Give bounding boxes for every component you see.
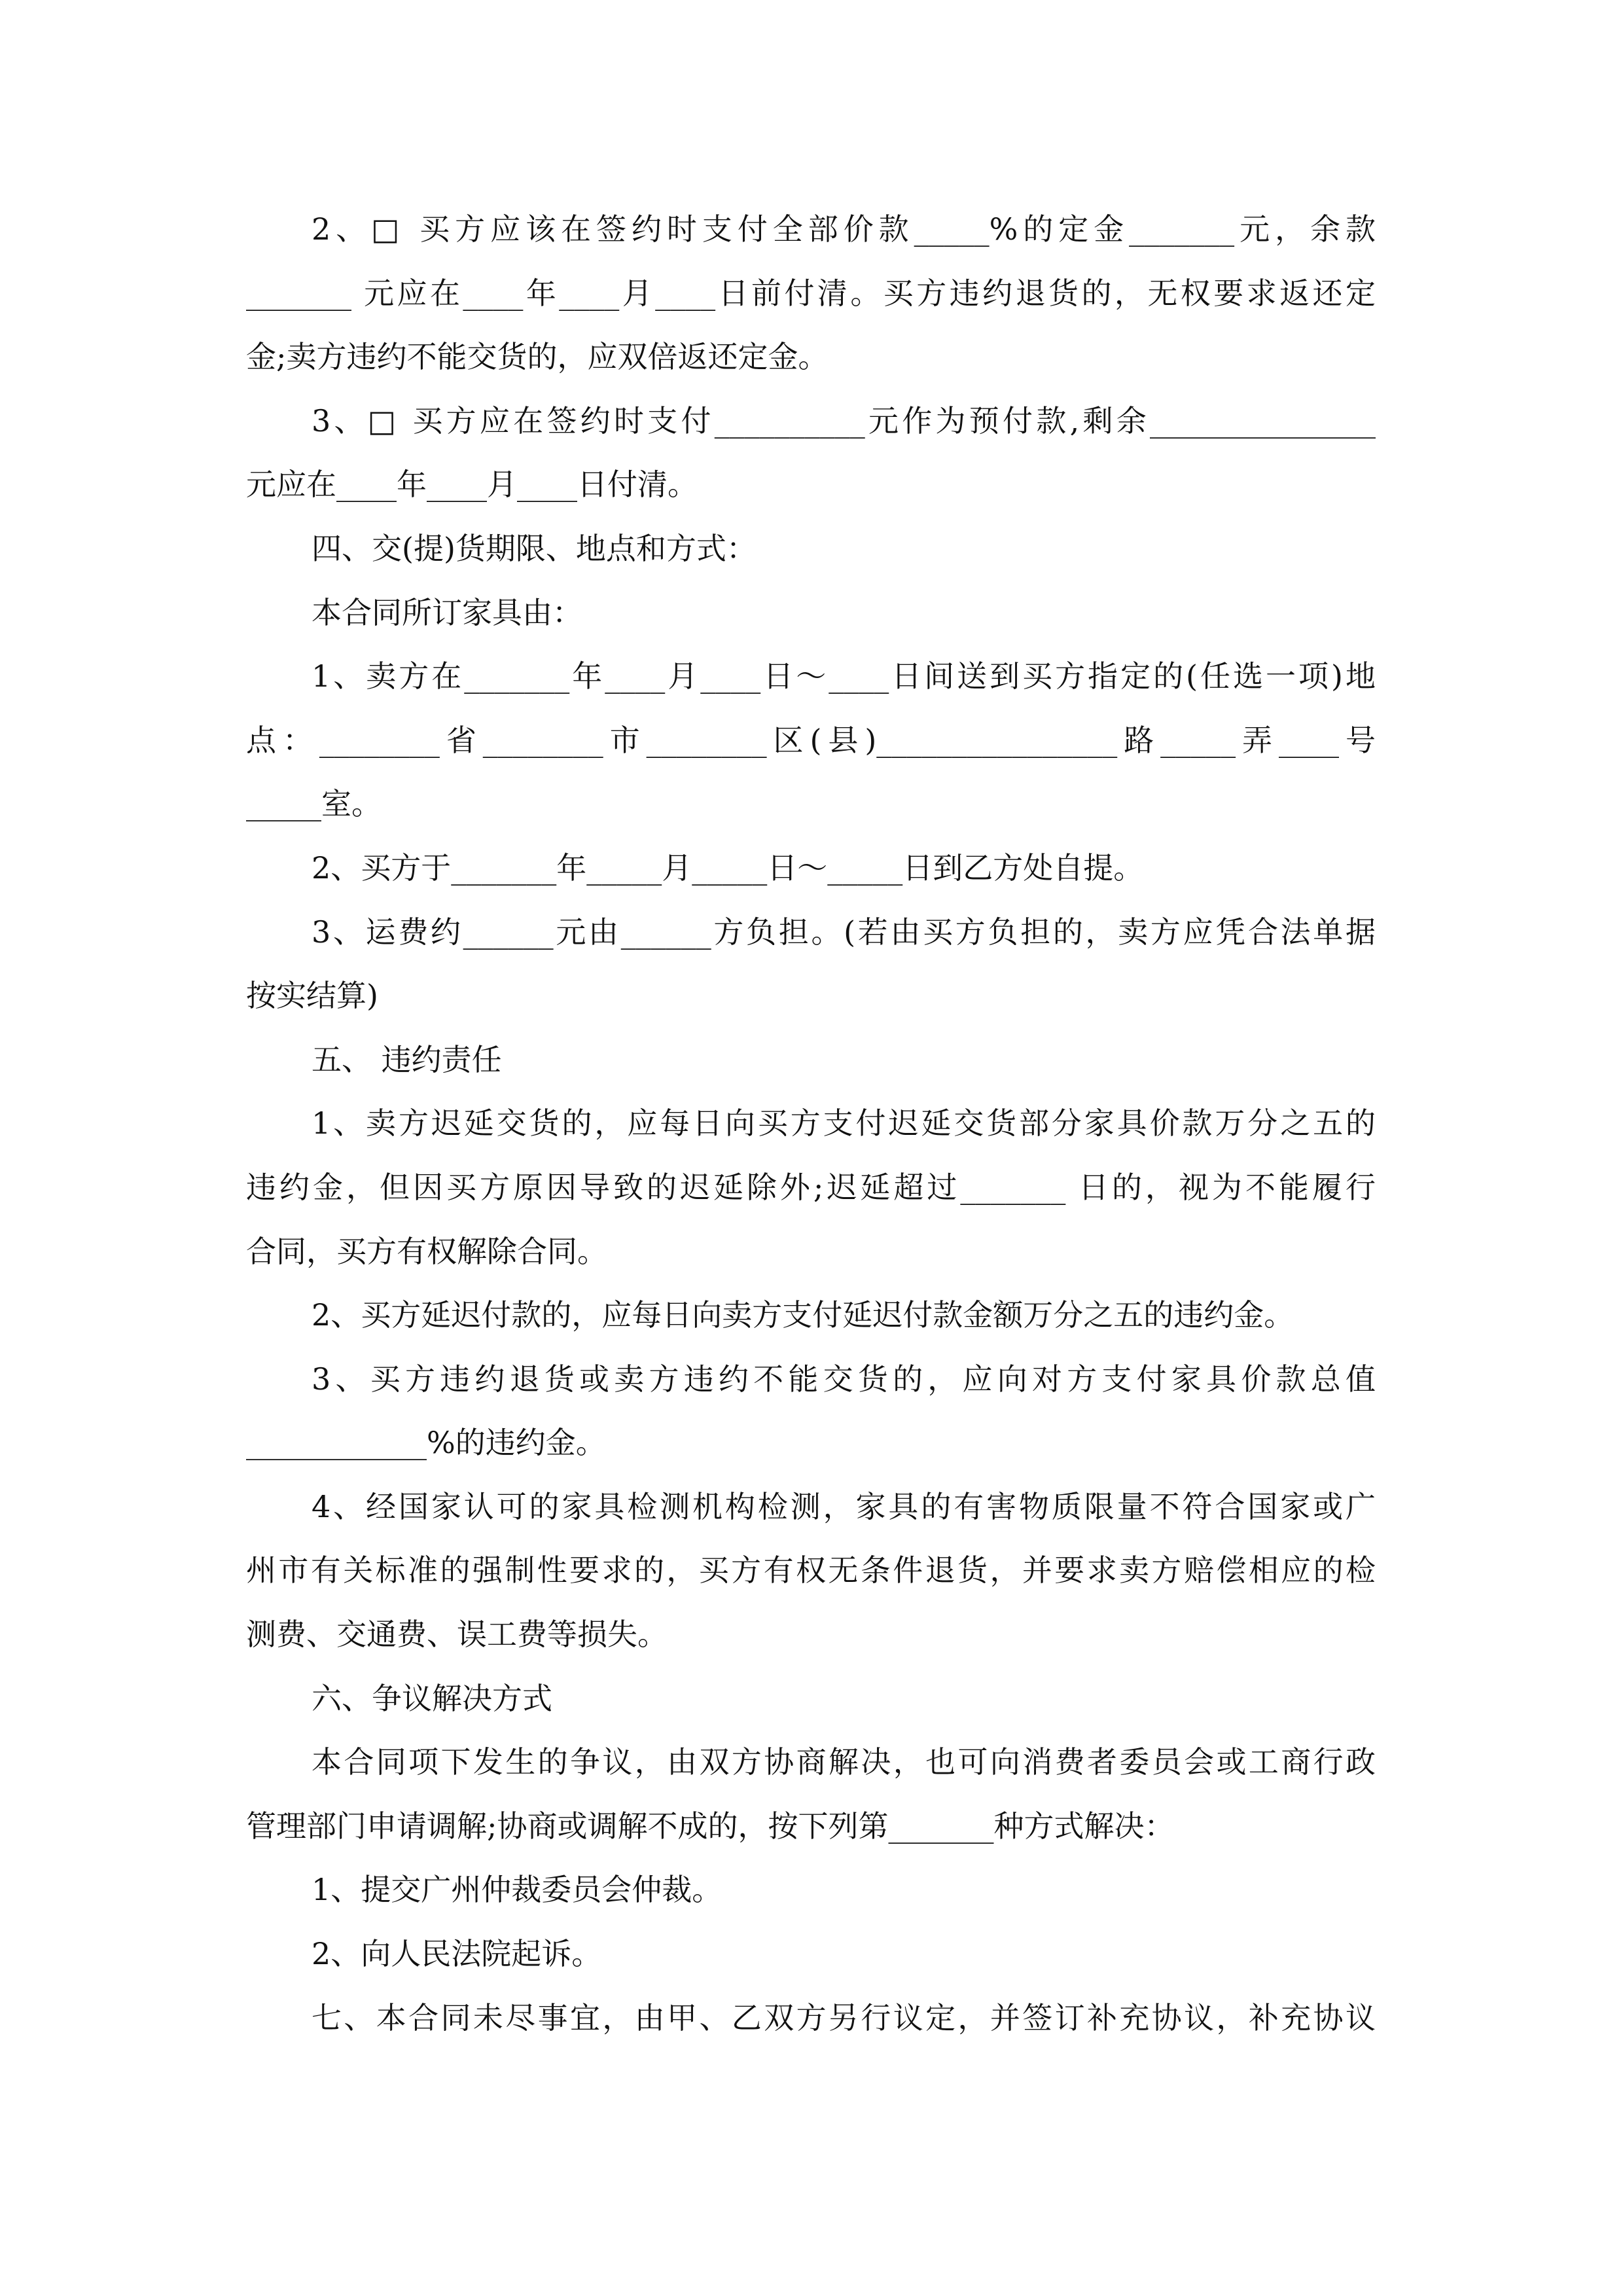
contract-text-line: 元应在____年____月____日付清。	[246, 467, 698, 503]
contract-text-line: 点：________省________市________区(县)________________路_____弄____号	[246, 722, 1376, 758]
contract-text-line: 1、卖方在_______年____月____日～____日间送到买方指定的(任选一项)地	[312, 658, 1376, 694]
contract-text-line: 2、买方延迟付款的，应每日向卖方支付延迟付款金额万分之五的违约金。	[312, 1297, 1294, 1333]
contract-text-line: 本合同项下发生的争议，由双方协商解决，也可向消费者委员会或工商行政	[312, 1744, 1376, 1780]
contract-text-line: 测费、交通费、误工费等损失。	[246, 1617, 668, 1653]
contract-text-line: 1、卖方迟延交货的，应每日向买方支付迟延交货部分家具价款万分之五的	[312, 1105, 1376, 1141]
contract-text-line: 四、交(提)货期限、地点和方式：	[312, 530, 757, 566]
contract-text-line: 合同，买方有权解除合同。	[246, 1233, 607, 1269]
contract-page-body	[246, 198, 1376, 2050]
contract-text-line: 3、□ 买方应在签约时支付__________元作为预付款,剩余_______________	[312, 403, 1376, 439]
contract-text-line: _____室。	[246, 786, 382, 822]
contract-text-line: _______ 元应在____年____月____日前付清。买方违约退货的，无权要求返还定	[246, 275, 1376, 311]
contract-text-line: 按实结算)	[246, 978, 378, 1014]
contract-text-line: 六、争议解决方式	[312, 1680, 552, 1716]
contract-text-line: 1、提交广州仲裁委员会仲裁。	[312, 1872, 722, 1908]
contract-text-line: 金;卖方违约不能交货的，应双倍返还定金。	[246, 339, 829, 375]
contract-text-line: 2、□ 买方应该在签约时支付全部价款_____%的定金_______元，余款	[312, 211, 1376, 247]
contract-text-line: 本合同所订家具由：	[312, 594, 582, 630]
contract-text-line: 4、经国家认可的家具检测机构检测，家具的有害物质限量不符合国家或广	[312, 1488, 1376, 1524]
contract-text-line: 州市有关标准的强制性要求的，买方有权无条件退货，并要求卖方赔偿相应的检	[246, 1552, 1376, 1588]
contract-text-line: 五、 违约责任	[312, 1041, 502, 1077]
contract-text-line: ____________%的违约金。	[246, 1425, 606, 1461]
contract-text-line: 3、运费约______元由______方负担。(若由买方负担的，卖方应凭合法单据	[312, 914, 1376, 950]
contract-text-line: 七、本合同未尽事宜，由甲、乙双方另行议定，并签订补充协议，补充协议	[312, 2000, 1376, 2036]
contract-text-line: 2、买方于_______年_____月_____日～_____日到乙方处自提。	[312, 850, 1144, 886]
contract-text-line: 管理部门申请调解;协商或调解不成的，按下列第_______种方式解决：	[246, 1808, 1175, 1844]
contract-text-line: 2、向人民法院起诉。	[312, 1936, 602, 1972]
contract-text-line: 违约金，但因买方原因导致的迟延除外;迟延超过_______ 日的，视为不能履行	[246, 1169, 1376, 1205]
contract-text-line: 3、买方违约退货或卖方违约不能交货的，应向对方支付家具价款总值	[312, 1361, 1376, 1397]
